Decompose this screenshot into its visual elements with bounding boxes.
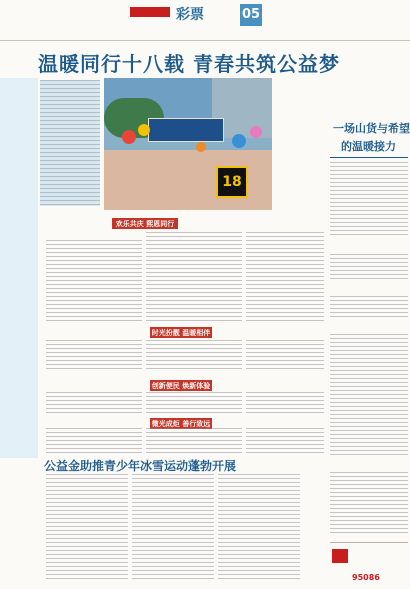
article-text (46, 340, 142, 372)
lottery-ad (330, 542, 408, 587)
service-number: 95086 (352, 573, 380, 582)
article-text (246, 392, 324, 414)
subhead-3: 创新便民 焕新体验 (151, 381, 211, 390)
article-text (330, 162, 408, 238)
subhead-4: 微光成炬 善行致远 (151, 419, 211, 428)
article-text (246, 428, 324, 454)
event-photo (104, 78, 272, 210)
article-text (330, 472, 408, 536)
article-text (246, 232, 324, 322)
article-text (46, 392, 142, 414)
balloon (232, 134, 246, 148)
balloon (196, 142, 206, 152)
newspaper-logo (130, 7, 170, 17)
right-headline-line2: 的温暖接力 (341, 140, 396, 153)
article-text (146, 428, 242, 454)
article-text (146, 232, 242, 322)
photo-banner (148, 118, 224, 142)
subhead-2: 时光扮靓 温暖相伴 (151, 328, 211, 337)
right-column-article (328, 42, 410, 589)
right-headline: 一场山货与希望 (333, 122, 410, 135)
page-number: 05 (240, 4, 262, 26)
headline-divider (330, 157, 408, 158)
article-text (330, 254, 408, 282)
anniversary-sign: 18 (216, 166, 248, 198)
lottery-logo-icon (332, 549, 348, 563)
article-text (146, 392, 242, 414)
article-text (132, 474, 214, 582)
article-text (46, 428, 142, 454)
article-text (218, 474, 300, 582)
balloon (122, 130, 136, 144)
article-text (146, 340, 242, 372)
article-text (330, 334, 408, 456)
main-headline: 温暖同行十八载 青春共筑公益梦 (38, 52, 340, 76)
article-text (46, 240, 142, 322)
balloon (138, 124, 150, 136)
photo-caption (40, 80, 100, 206)
second-article-headline: 公益金助推青少年冰雪运动蓬勃开展 (44, 459, 237, 473)
balloon (250, 126, 262, 138)
left-margin-strip (0, 78, 38, 458)
masthead (0, 0, 410, 41)
article-text (246, 340, 324, 372)
section-title: 彩票 (176, 7, 204, 23)
article-text (330, 296, 408, 320)
article-text (46, 474, 128, 582)
subhead-1: 欢乐共庆 熙恩同行 (112, 218, 178, 229)
